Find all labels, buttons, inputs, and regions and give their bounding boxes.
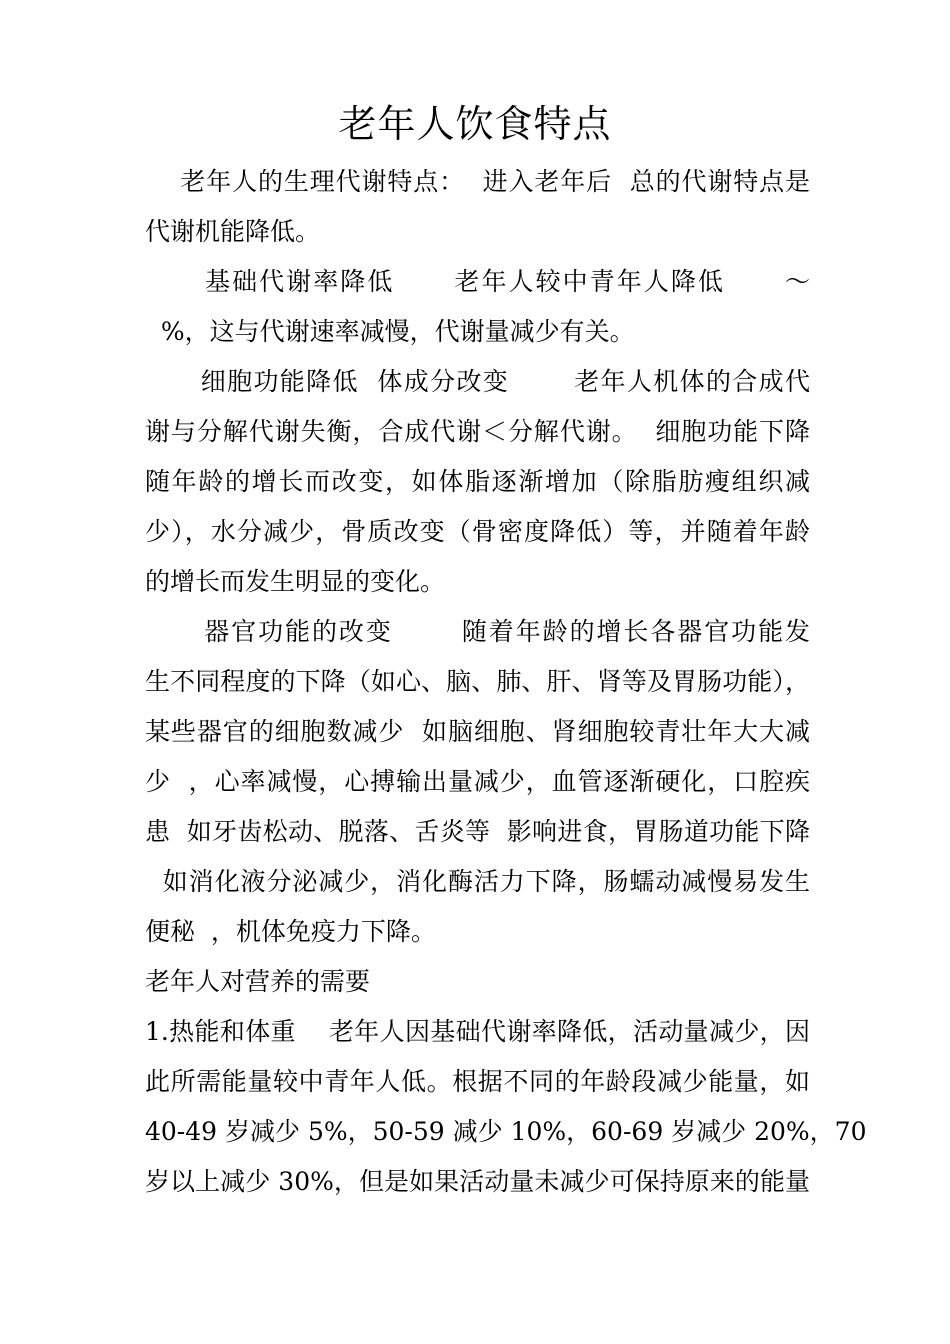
text-line: 细胞功能降低 体成分改变 老年人机体的合成代 (145, 367, 810, 396)
text-line: 便秘 ，机体免疫力下降。 (145, 917, 436, 946)
text-line: 生不同程度的下降（如心、脑、肺、肝、肾等及胃肠功能）， (145, 667, 810, 696)
text-line: 如消化液分泌减少，消化酶活力下降，肠蠕动减慢易发生 (145, 867, 810, 896)
text-line: 40-49 岁减少 5%，50-59 减少 10%，60-69 岁减少 20%，70 (145, 1117, 867, 1146)
document-title: 老年人饮食特点 (338, 102, 612, 146)
text-line: 此所需能量较中青年人低。根据不同的年龄段减少能量，如 (145, 1067, 810, 1096)
text-line: 的增长而发生明显的变化。 (145, 567, 446, 596)
text-line: 代谢机能降低。 (145, 217, 321, 246)
text-line: 少 ，心率减慢，心搏输出量减少，血管逐渐硬化，口腔疾 (145, 767, 810, 796)
text-line: 患 如牙齿松动、脱落、舌炎等 影响进食，胃肠道功能下降 (145, 817, 810, 846)
text-line: 器官功能的改变 随着年龄的增长各器官功能发 (145, 617, 810, 646)
text-line: 岁以上减少 30%，但是如果活动量未减少可保持原来的能量 (145, 1167, 810, 1196)
text-line: 某些器官的细胞数减少 如脑细胞、肾细胞较青壮年大大减 (145, 717, 810, 746)
text-line: %，这与代谢速率减慢，代谢量减少有关。 (145, 317, 635, 346)
text-line: 谢与分解代谢失衡，合成代谢＜分解代谢。 细胞功能下降 (145, 417, 810, 446)
text-line: 1.热能和体重 老年人因基础代谢率降低，活动量减少，因 (145, 1017, 810, 1046)
text-line: 随年龄的增长而改变，如体脂逐渐增加（除脂肪瘦组织减 (145, 467, 810, 496)
text-line: 基础代谢率降低 老年人较中青年人降低 ～ (145, 267, 810, 296)
text-line: 老年人的生理代谢特点： 进入老年后 总的代谢特点是 (145, 167, 810, 196)
text-line: 少），水分减少，骨质改变（骨密度降低）等，并随着年龄 (145, 517, 810, 546)
section-heading: 老年人对营养的需要 (145, 967, 371, 996)
